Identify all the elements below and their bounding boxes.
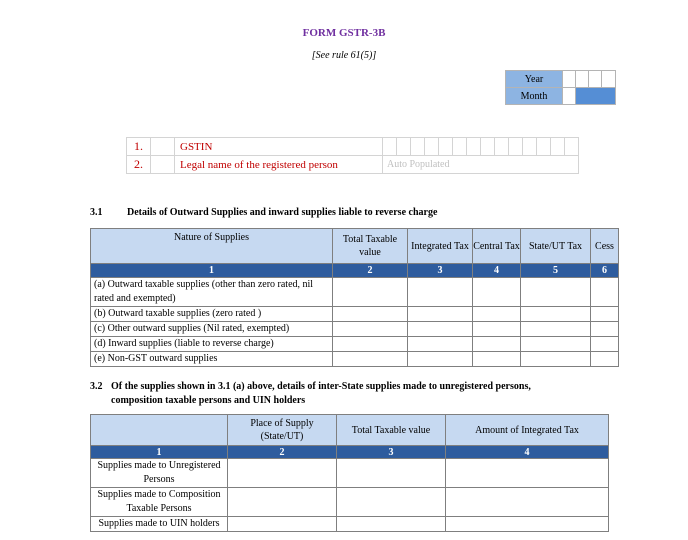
supply-type-label: (c) Other outward supplies (Nil rated, exempted) [91,322,333,337]
table-row [91,352,619,367]
legal-name-spacer-cell [151,156,175,174]
amount-cell[interactable] [228,488,337,517]
amount-cell[interactable] [408,352,473,367]
amount-cell[interactable] [591,337,619,352]
period-table [505,70,616,105]
gstin-char-cell[interactable] [565,138,579,156]
amount-cell[interactable] [228,459,337,488]
supply-category-label: Supplies made to UIN holders [91,517,228,532]
gstin-row-number: 1. [127,138,151,156]
gstin-char-cell[interactable] [481,138,495,156]
supply-type-label: (d) Inward supplies (liable to reverse charge) [91,337,333,352]
year-digit-cell[interactable] [563,71,576,88]
amount-cell[interactable] [337,517,446,532]
legal-name-row [127,156,579,174]
column-number: 6 [591,264,619,278]
column-number: 4 [473,264,521,278]
interstate-supplies-table [90,414,609,532]
supply-category-label: Supplies made to Unregistered Persons [91,459,228,488]
year-digit-cell[interactable] [602,71,616,88]
table-row [91,322,619,337]
section-31-title: Details of Outward Supplies and inward supplies liable to reverse charge [127,207,438,218]
column-number: 2 [333,264,408,278]
column-number-row [91,446,609,459]
col-central-tax: Central Tax [473,229,521,264]
month-spacer-cell [563,88,576,105]
gstin-char-cell[interactable] [509,138,523,156]
year-row [506,71,616,88]
column-number: 1 [91,446,228,459]
column-number: 1 [91,264,333,278]
amount-cell[interactable] [473,337,521,352]
table-row [91,337,619,352]
amount-cell[interactable] [521,352,591,367]
gstin-char-cell[interactable] [425,138,439,156]
year-digit-cell[interactable] [589,71,602,88]
table-row [91,488,609,517]
amount-cell[interactable] [333,322,408,337]
amount-cell[interactable] [591,307,619,322]
column-number: 3 [408,264,473,278]
table-row [91,459,609,488]
supply-type-label: (a) Outward taxable supplies (other than zero rated, nil rated and exempted) [91,278,333,307]
rule-reference: [See rule 61(5)] [311,50,377,61]
legal-name-value[interactable]: Auto Populated [383,156,579,174]
gstin-char-cell[interactable] [411,138,425,156]
supply-type-label: (b) Outward taxable supplies (zero rated ) [91,307,333,322]
col-total-taxable-value: Total Taxable value [337,415,446,446]
gstin-spacer-cell [151,138,175,156]
amount-cell[interactable] [521,322,591,337]
column-number: 2 [228,446,337,459]
section-32-title-line1: Of the supplies shown in 3.1 (a) above, details of inter-State supplies made to unregistered persons, [111,381,531,392]
gstin-char-cell[interactable] [467,138,481,156]
form-title: FORM GSTR-3B [302,27,386,39]
amount-cell[interactable] [333,352,408,367]
gstin-char-cell[interactable] [439,138,453,156]
gstin-char-cell[interactable] [523,138,537,156]
amount-cell[interactable] [473,278,521,307]
amount-cell[interactable] [473,352,521,367]
year-digit-cell[interactable] [576,71,589,88]
amount-cell[interactable] [333,278,408,307]
col-cess: Cess [591,229,619,264]
amount-cell[interactable] [408,278,473,307]
gstin-char-cell[interactable] [537,138,551,156]
amount-cell[interactable] [228,517,337,532]
amount-cell[interactable] [333,337,408,352]
gstin-char-cell[interactable] [383,138,397,156]
amount-cell[interactable] [591,352,619,367]
amount-cell[interactable] [408,337,473,352]
amount-cell[interactable] [337,488,446,517]
amount-cell[interactable] [408,307,473,322]
month-label: Month [506,88,563,105]
gstin-char-cell[interactable] [551,138,565,156]
section-32-number: 3.2 [90,381,103,392]
gstin-char-cell[interactable] [397,138,411,156]
col-amount-integrated-tax: Amount of Integrated Tax [446,415,609,446]
amount-cell[interactable] [446,517,609,532]
outward-supplies-table [90,228,619,367]
amount-cell[interactable] [446,488,609,517]
column-number-row [91,264,619,278]
column-number: 3 [337,446,446,459]
identity-table [126,137,579,174]
col-integrated-tax: Integrated Tax [408,229,473,264]
supply-type-label: (e) Non-GST outward supplies [91,352,333,367]
amount-cell[interactable] [521,278,591,307]
col-nature-of-supplies: Nature of Supplies [91,229,333,264]
month-row [506,88,616,105]
month-input[interactable] [576,88,616,105]
section-32-title-line2: composition taxable persons and UIN holders [111,395,306,406]
year-label: Year [506,71,563,88]
supply-category-label: Supplies made to Composition Taxable Persons [91,488,228,517]
table-row [91,278,619,307]
column-number: 5 [521,264,591,278]
legal-name-row-number: 2. [127,156,151,174]
amount-cell[interactable] [333,307,408,322]
table-header-row [91,229,619,264]
amount-cell[interactable] [473,307,521,322]
table-header-row [91,415,609,446]
col-place-of-supply: Place of Supply (State/UT) [228,415,337,446]
col-total-taxable-value: Total Taxable value [333,229,408,264]
col-state-ut-tax: State/UT Tax [521,229,591,264]
gstin-label: GSTIN [175,138,383,156]
col-supply-category [91,415,228,446]
amount-cell[interactable] [446,459,609,488]
legal-name-label: Legal name of the registered person [175,156,383,174]
amount-cell[interactable] [591,278,619,307]
gstin-char-cell[interactable] [453,138,467,156]
table-row [91,307,619,322]
column-number: 4 [446,446,609,459]
amount-cell[interactable] [337,459,446,488]
gstin-char-cell[interactable] [495,138,509,156]
section-31-number: 3.1 [90,207,103,218]
amount-cell[interactable] [521,307,591,322]
amount-cell[interactable] [473,322,521,337]
table-row [91,517,609,532]
amount-cell[interactable] [408,322,473,337]
amount-cell[interactable] [591,322,619,337]
amount-cell[interactable] [521,337,591,352]
gstin-row [127,138,579,156]
